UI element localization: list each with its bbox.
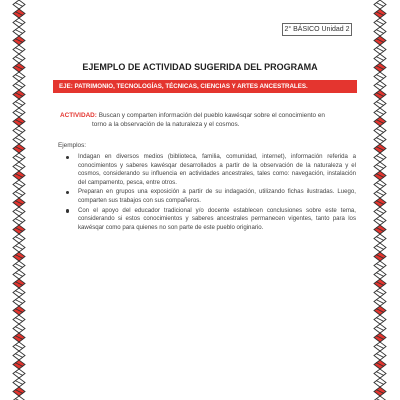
list-item [64, 188, 356, 205]
example-text: Con el apoyo del educador tradicional y/o docente establecen conclusiones sobre este tema, considerando si estos conocimientos y saberes ancestrales permanecen vigentes, tanto para los kawésqar como para quienes no son parte de este pueblo originario. [78, 206, 356, 231]
bullet-icon [66, 191, 69, 194]
activity-description [60, 111, 354, 129]
list-item [64, 153, 356, 187]
bullet-icon [66, 156, 69, 159]
activity-label: ACTIVIDAD: [60, 112, 97, 119]
border-knot [13, 396, 25, 400]
example-text: Preparan en grupos una exposición a partir de su indagación, utilizando fichas ilustradas. Luego, comparten sus trabajos con sus compañeros. [78, 188, 356, 204]
list-item [64, 207, 356, 233]
examples-label: Ejemplos: [58, 142, 87, 149]
page-title: EJEMPLO DE ACTIVIDAD SUGERIDA DEL PROGRAMA [82, 62, 318, 72]
right-decorative-border [373, 0, 387, 400]
left-decorative-border [12, 0, 26, 400]
activity-text-1: Buscan y comparten información del pueblo kawésqar sobre el conocimiento en [98, 112, 325, 119]
examples-list [64, 153, 356, 233]
grade-unit-tag: 2° BÁSICO Unidad 2 [282, 23, 352, 36]
bullet-icon [66, 209, 69, 212]
border-knot [374, 396, 386, 400]
example-text: Indagan en diversos medios (biblioteca, familia, comunidad, internet), información referida a conocimientos y saberes kawésqar desarrollados a partir de la observación de la naturaleza y el cosmos, considerando su influencia en actividades ancestrales, tales como: navegación, instalación del campamento, pesca, entre otros. [78, 153, 356, 186]
activity-line-1 [60, 111, 354, 120]
axis-banner: EJE: PATRIMONIO, TECNOLOGÍAS, TÉCNICAS, CIENCIAS Y ARTES ANCESTRALES. [53, 80, 357, 93]
activity-text-2: torno a la observación de la naturaleza y el cosmos. [92, 121, 240, 128]
